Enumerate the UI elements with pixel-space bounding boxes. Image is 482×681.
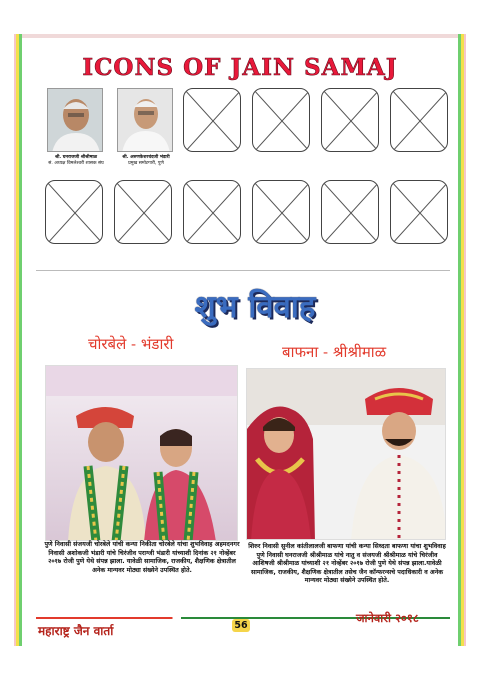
cross-placeholder-icon <box>391 89 448 152</box>
wedding-1-photo <box>45 365 238 541</box>
cross-placeholder-icon <box>184 181 241 244</box>
cross-placeholder-icon <box>184 89 241 152</box>
empty-portrait-slot <box>45 180 103 244</box>
cross-placeholder-icon <box>253 181 310 244</box>
portrait-photo-1 <box>47 88 103 152</box>
icons-grid <box>45 88 425 248</box>
wedding-1-image <box>46 366 238 541</box>
wedding-2-photo <box>246 368 446 540</box>
left-border-decoration <box>14 34 22 646</box>
cross-placeholder-icon <box>253 89 310 152</box>
empty-portrait-slot <box>183 88 241 152</box>
section-divider <box>36 270 450 271</box>
empty-portrait-slot <box>321 88 379 152</box>
cross-placeholder-icon <box>322 181 379 244</box>
icon-1-caption <box>35 155 117 167</box>
empty-portrait-slot <box>252 88 310 152</box>
wedding-2-description: शिरुर निवासी सुनील कांतीलालजी बाफणा यांची कन्या सिध्दता बाफणा यांचा शुभविवाह पुणे निवासी घनराजजी श्रीश्रीमाळ यांचे नातु व संजयजी श्रीश्रीमाळ यांचे चिरंजीव आशिषजी श्रीश्रीमाळ यांच्याशी २१ नोव्हेंबर २०१७ रोजी पुणे येथे संपन्न झाला.यावेळी सामाजिक, राजकीय, शैक्षणिक क्षेत्रातील तसेच जैन कॉन्फरन्सचे पदाधिकारी व अनेक मान्यवर मोठ्या संख्येने उपस्थित होते. <box>248 543 446 585</box>
icon-2-role: प्रमुख समोटगारी, पुणे <box>128 161 164 166</box>
cross-placeholder-icon <box>391 181 448 244</box>
empty-portrait-slot <box>390 88 448 152</box>
wedding-1-couple-names: चोरबेले - भंडारी <box>88 335 174 353</box>
right-border-decoration <box>458 34 466 646</box>
empty-portrait-slot <box>183 180 241 244</box>
cross-placeholder-icon <box>46 181 103 244</box>
wedding-2-image <box>247 369 446 540</box>
cross-placeholder-icon <box>115 181 172 244</box>
wedding-1-description: पुणे निवासी संजयजी चोरबेले यांची कन्या निकीता चोरबेले यांचा शुभविवाह अहमदनगर निवासी अशोकजी भंडारी यांचे चिरंजीव पराग्जी भंडारी यांच्याशी दिनांक २१ नोव्हेंबर २०१७ रोजी पुणे येथे संपन्न झाला. यावेळी सामाजिक, राजकीय, शैक्षणिक क्षेत्रातील अनेक मान्यवर मोठ्या संख्येने उपस्थित होते. <box>44 541 240 574</box>
portrait-2-image <box>118 89 173 152</box>
empty-portrait-slot <box>390 180 448 244</box>
icon-2-caption <box>107 155 185 167</box>
publication-name: महाराष्ट्र जैन वार्ता <box>38 624 114 638</box>
empty-portrait-slot <box>252 180 310 244</box>
portrait-photo-2 <box>117 88 173 152</box>
portrait-1-image <box>48 89 103 152</box>
icon-1-name: श्री. घनराजजी श्रीश्रीमाळ <box>54 155 98 160</box>
page-title: ICONS OF JAIN SAMAJ <box>82 54 398 81</box>
icon-1-role: सं. अध्यक्ष विमलेश्वरी शासक संघ <box>48 161 104 166</box>
top-border-decoration <box>22 34 458 38</box>
wedding-2-couple-names: बाफना - श्रीश्रीमाळ <box>282 343 387 361</box>
cross-placeholder-icon <box>322 89 379 152</box>
empty-portrait-slot <box>321 180 379 244</box>
page-number: 56 <box>232 619 250 632</box>
section-heading: शुभ विवाह <box>194 289 316 325</box>
empty-portrait-slot <box>114 180 172 244</box>
issue-date: जानेवारी २०१८ <box>356 611 419 625</box>
icon-2-name: श्री. अरुणकेशरचंदजी भंडारी <box>122 155 170 160</box>
